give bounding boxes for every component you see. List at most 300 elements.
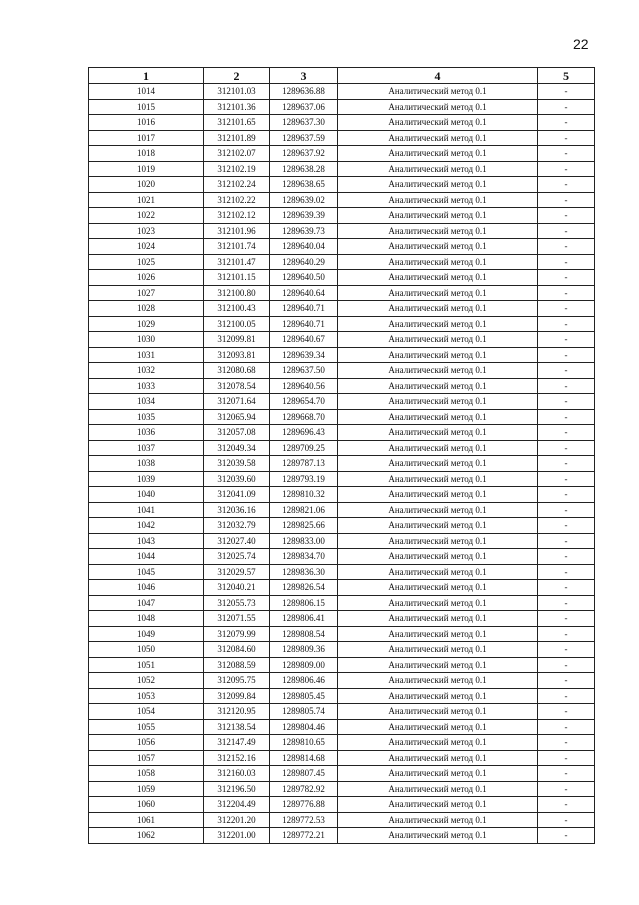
method-cell: Аналитический метод 0.1 xyxy=(338,642,538,658)
y-coordinate-cell: 1289807.45 xyxy=(270,766,338,782)
x-coordinate-cell: 312102.07 xyxy=(204,146,270,162)
table-row xyxy=(89,208,595,224)
point-number-cell: 1014 xyxy=(89,84,204,100)
point-number-cell: 1046 xyxy=(89,580,204,596)
point-number-cell: 1018 xyxy=(89,146,204,162)
note-cell: - xyxy=(538,502,595,518)
method-cell: Аналитический метод 0.1 xyxy=(338,208,538,224)
x-coordinate-cell: 312071.64 xyxy=(204,394,270,410)
table-row xyxy=(89,657,595,673)
point-number-cell: 1035 xyxy=(89,409,204,425)
table-row xyxy=(89,471,595,487)
y-coordinate-cell: 1289808.54 xyxy=(270,626,338,642)
x-coordinate-cell: 312099.84 xyxy=(204,688,270,704)
y-coordinate-cell: 1289834.70 xyxy=(270,549,338,565)
method-cell: Аналитический метод 0.1 xyxy=(338,270,538,286)
x-coordinate-cell: 312041.09 xyxy=(204,487,270,503)
page-number: 22 xyxy=(573,36,589,52)
method-cell: Аналитический метод 0.1 xyxy=(338,115,538,131)
y-coordinate-cell: 1289805.45 xyxy=(270,688,338,704)
y-coordinate-cell: 1289654.70 xyxy=(270,394,338,410)
x-coordinate-cell: 312040.21 xyxy=(204,580,270,596)
x-coordinate-cell: 312120.95 xyxy=(204,704,270,720)
note-cell: - xyxy=(538,595,595,611)
point-number-cell: 1031 xyxy=(89,347,204,363)
note-cell: - xyxy=(538,378,595,394)
x-coordinate-cell: 312036.16 xyxy=(204,502,270,518)
table-row xyxy=(89,812,595,828)
point-number-cell: 1058 xyxy=(89,766,204,782)
y-coordinate-cell: 1289637.30 xyxy=(270,115,338,131)
point-number-cell: 1047 xyxy=(89,595,204,611)
table-row xyxy=(89,580,595,596)
method-cell: Аналитический метод 0.1 xyxy=(338,146,538,162)
x-coordinate-cell: 312160.03 xyxy=(204,766,270,782)
note-cell: - xyxy=(538,564,595,580)
method-cell: Аналитический метод 0.1 xyxy=(338,611,538,627)
table-row xyxy=(89,84,595,100)
method-cell: Аналитический метод 0.1 xyxy=(338,239,538,255)
point-number-cell: 1056 xyxy=(89,735,204,751)
x-coordinate-cell: 312095.75 xyxy=(204,673,270,689)
table-row xyxy=(89,487,595,503)
note-cell: - xyxy=(538,146,595,162)
method-cell: Аналитический метод 0.1 xyxy=(338,781,538,797)
point-number-cell: 1029 xyxy=(89,316,204,332)
method-cell: Аналитический метод 0.1 xyxy=(338,533,538,549)
point-number-cell: 1057 xyxy=(89,750,204,766)
note-cell: - xyxy=(538,425,595,441)
method-cell: Аналитический метод 0.1 xyxy=(338,440,538,456)
x-coordinate-cell: 312027.40 xyxy=(204,533,270,549)
method-cell: Аналитический метод 0.1 xyxy=(338,812,538,828)
x-coordinate-cell: 312101.36 xyxy=(204,99,270,115)
note-cell: - xyxy=(538,750,595,766)
y-coordinate-cell: 1289640.56 xyxy=(270,378,338,394)
method-cell: Аналитический метод 0.1 xyxy=(338,409,538,425)
x-coordinate-cell: 312101.65 xyxy=(204,115,270,131)
x-coordinate-cell: 312079.99 xyxy=(204,626,270,642)
y-coordinate-cell: 1289805.74 xyxy=(270,704,338,720)
note-cell: - xyxy=(538,99,595,115)
table-row xyxy=(89,115,595,131)
note-cell: - xyxy=(538,115,595,131)
table-row xyxy=(89,750,595,766)
note-cell: - xyxy=(538,84,595,100)
x-coordinate-cell: 312101.47 xyxy=(204,254,270,270)
point-number-cell: 1032 xyxy=(89,363,204,379)
x-coordinate-cell: 312101.15 xyxy=(204,270,270,286)
x-coordinate-cell: 312065.94 xyxy=(204,409,270,425)
table-row xyxy=(89,781,595,797)
table-row xyxy=(89,394,595,410)
point-number-cell: 1034 xyxy=(89,394,204,410)
note-cell: - xyxy=(538,657,595,673)
note-cell: - xyxy=(538,192,595,208)
y-coordinate-cell: 1289639.73 xyxy=(270,223,338,239)
point-number-cell: 1061 xyxy=(89,812,204,828)
y-coordinate-cell: 1289640.64 xyxy=(270,285,338,301)
point-number-cell: 1055 xyxy=(89,719,204,735)
point-number-cell: 1033 xyxy=(89,378,204,394)
y-coordinate-cell: 1289804.46 xyxy=(270,719,338,735)
y-coordinate-cell: 1289810.32 xyxy=(270,487,338,503)
note-cell: - xyxy=(538,518,595,534)
table-row xyxy=(89,719,595,735)
column-header: 5 xyxy=(538,68,595,84)
method-cell: Аналитический метод 0.1 xyxy=(338,828,538,844)
y-coordinate-cell: 1289639.34 xyxy=(270,347,338,363)
method-cell: Аналитический метод 0.1 xyxy=(338,425,538,441)
method-cell: Аналитический метод 0.1 xyxy=(338,626,538,642)
point-number-cell: 1062 xyxy=(89,828,204,844)
note-cell: - xyxy=(538,456,595,472)
column-header: 4 xyxy=(338,68,538,84)
table-row xyxy=(89,192,595,208)
x-coordinate-cell: 312100.80 xyxy=(204,285,270,301)
x-coordinate-cell: 312201.20 xyxy=(204,812,270,828)
x-coordinate-cell: 312201.00 xyxy=(204,828,270,844)
table-row xyxy=(89,130,595,146)
method-cell: Аналитический метод 0.1 xyxy=(338,704,538,720)
point-number-cell: 1027 xyxy=(89,285,204,301)
point-number-cell: 1021 xyxy=(89,192,204,208)
x-coordinate-cell: 312039.60 xyxy=(204,471,270,487)
table-row xyxy=(89,704,595,720)
table-row xyxy=(89,347,595,363)
x-coordinate-cell: 312039.58 xyxy=(204,456,270,472)
y-coordinate-cell: 1289640.71 xyxy=(270,316,338,332)
method-cell: Аналитический метод 0.1 xyxy=(338,223,538,239)
x-coordinate-cell: 312101.89 xyxy=(204,130,270,146)
point-number-cell: 1045 xyxy=(89,564,204,580)
point-number-cell: 1017 xyxy=(89,130,204,146)
table-row xyxy=(89,766,595,782)
coordinates-table xyxy=(88,67,595,844)
y-coordinate-cell: 1289814.68 xyxy=(270,750,338,766)
note-cell: - xyxy=(538,332,595,348)
y-coordinate-cell: 1289826.54 xyxy=(270,580,338,596)
note-cell: - xyxy=(538,766,595,782)
table-row xyxy=(89,797,595,813)
x-coordinate-cell: 312057.08 xyxy=(204,425,270,441)
note-cell: - xyxy=(538,130,595,146)
point-number-cell: 1041 xyxy=(89,502,204,518)
method-cell: Аналитический метод 0.1 xyxy=(338,456,538,472)
note-cell: - xyxy=(538,719,595,735)
method-cell: Аналитический метод 0.1 xyxy=(338,766,538,782)
note-cell: - xyxy=(538,812,595,828)
y-coordinate-cell: 1289638.65 xyxy=(270,177,338,193)
y-coordinate-cell: 1289637.50 xyxy=(270,363,338,379)
note-cell: - xyxy=(538,316,595,332)
method-cell: Аналитический метод 0.1 xyxy=(338,595,538,611)
table-row xyxy=(89,285,595,301)
y-coordinate-cell: 1289668.70 xyxy=(270,409,338,425)
x-coordinate-cell: 312071.55 xyxy=(204,611,270,627)
note-cell: - xyxy=(538,781,595,797)
y-coordinate-cell: 1289833.00 xyxy=(270,533,338,549)
y-coordinate-cell: 1289809.00 xyxy=(270,657,338,673)
y-coordinate-cell: 1289640.50 xyxy=(270,270,338,286)
method-cell: Аналитический метод 0.1 xyxy=(338,254,538,270)
table-row xyxy=(89,161,595,177)
point-number-cell: 1051 xyxy=(89,657,204,673)
y-coordinate-cell: 1289782.92 xyxy=(270,781,338,797)
y-coordinate-cell: 1289806.41 xyxy=(270,611,338,627)
y-coordinate-cell: 1289776.88 xyxy=(270,797,338,813)
x-coordinate-cell: 312080.68 xyxy=(204,363,270,379)
y-coordinate-cell: 1289636.88 xyxy=(270,84,338,100)
y-coordinate-cell: 1289809.36 xyxy=(270,642,338,658)
note-cell: - xyxy=(538,471,595,487)
y-coordinate-cell: 1289772.53 xyxy=(270,812,338,828)
method-cell: Аналитический метод 0.1 xyxy=(338,130,538,146)
method-cell: Аналитический метод 0.1 xyxy=(338,285,538,301)
point-number-cell: 1043 xyxy=(89,533,204,549)
x-coordinate-cell: 312093.81 xyxy=(204,347,270,363)
note-cell: - xyxy=(538,580,595,596)
x-coordinate-cell: 312196.50 xyxy=(204,781,270,797)
column-header: 1 xyxy=(89,68,204,84)
x-coordinate-cell: 312025.74 xyxy=(204,549,270,565)
note-cell: - xyxy=(538,487,595,503)
note-cell: - xyxy=(538,611,595,627)
point-number-cell: 1015 xyxy=(89,99,204,115)
table-row xyxy=(89,533,595,549)
y-coordinate-cell: 1289806.15 xyxy=(270,595,338,611)
method-cell: Аналитический метод 0.1 xyxy=(338,301,538,317)
y-coordinate-cell: 1289640.29 xyxy=(270,254,338,270)
table-row xyxy=(89,735,595,751)
table-row xyxy=(89,626,595,642)
method-cell: Аналитический метод 0.1 xyxy=(338,378,538,394)
table-row xyxy=(89,177,595,193)
table-row xyxy=(89,688,595,704)
method-cell: Аналитический метод 0.1 xyxy=(338,471,538,487)
table-header-row xyxy=(89,68,595,84)
point-number-cell: 1025 xyxy=(89,254,204,270)
table-row xyxy=(89,239,595,255)
method-cell: Аналитический метод 0.1 xyxy=(338,688,538,704)
table-row xyxy=(89,316,595,332)
y-coordinate-cell: 1289639.39 xyxy=(270,208,338,224)
note-cell: - xyxy=(538,177,595,193)
table-row xyxy=(89,363,595,379)
table-row xyxy=(89,409,595,425)
column-header: 2 xyxy=(204,68,270,84)
point-number-cell: 1020 xyxy=(89,177,204,193)
point-number-cell: 1036 xyxy=(89,425,204,441)
x-coordinate-cell: 312102.22 xyxy=(204,192,270,208)
x-coordinate-cell: 312101.96 xyxy=(204,223,270,239)
method-cell: Аналитический метод 0.1 xyxy=(338,394,538,410)
y-coordinate-cell: 1289640.67 xyxy=(270,332,338,348)
table-row xyxy=(89,223,595,239)
note-cell: - xyxy=(538,642,595,658)
point-number-cell: 1019 xyxy=(89,161,204,177)
x-coordinate-cell: 312138.54 xyxy=(204,719,270,735)
table-row xyxy=(89,828,595,844)
note-cell: - xyxy=(538,533,595,549)
y-coordinate-cell: 1289637.59 xyxy=(270,130,338,146)
table-row xyxy=(89,270,595,286)
x-coordinate-cell: 312147.49 xyxy=(204,735,270,751)
point-number-cell: 1026 xyxy=(89,270,204,286)
table-row xyxy=(89,332,595,348)
table-row xyxy=(89,146,595,162)
point-number-cell: 1038 xyxy=(89,456,204,472)
point-number-cell: 1050 xyxy=(89,642,204,658)
table-row xyxy=(89,611,595,627)
y-coordinate-cell: 1289825.66 xyxy=(270,518,338,534)
y-coordinate-cell: 1289640.04 xyxy=(270,239,338,255)
method-cell: Аналитический метод 0.1 xyxy=(338,332,538,348)
point-number-cell: 1023 xyxy=(89,223,204,239)
table-row xyxy=(89,595,595,611)
y-coordinate-cell: 1289836.30 xyxy=(270,564,338,580)
note-cell: - xyxy=(538,704,595,720)
y-coordinate-cell: 1289810.65 xyxy=(270,735,338,751)
note-cell: - xyxy=(538,208,595,224)
x-coordinate-cell: 312049.34 xyxy=(204,440,270,456)
table-row xyxy=(89,301,595,317)
point-number-cell: 1042 xyxy=(89,518,204,534)
note-cell: - xyxy=(538,394,595,410)
table-row xyxy=(89,518,595,534)
method-cell: Аналитический метод 0.1 xyxy=(338,347,538,363)
point-number-cell: 1039 xyxy=(89,471,204,487)
method-cell: Аналитический метод 0.1 xyxy=(338,797,538,813)
y-coordinate-cell: 1289640.71 xyxy=(270,301,338,317)
note-cell: - xyxy=(538,161,595,177)
x-coordinate-cell: 312032.79 xyxy=(204,518,270,534)
note-cell: - xyxy=(538,409,595,425)
table-row xyxy=(89,549,595,565)
x-coordinate-cell: 312204.49 xyxy=(204,797,270,813)
y-coordinate-cell: 1289793.19 xyxy=(270,471,338,487)
point-number-cell: 1022 xyxy=(89,208,204,224)
y-coordinate-cell: 1289696.43 xyxy=(270,425,338,441)
method-cell: Аналитический метод 0.1 xyxy=(338,549,538,565)
note-cell: - xyxy=(538,440,595,456)
method-cell: Аналитический метод 0.1 xyxy=(338,177,538,193)
point-number-cell: 1030 xyxy=(89,332,204,348)
y-coordinate-cell: 1289787.13 xyxy=(270,456,338,472)
point-number-cell: 1044 xyxy=(89,549,204,565)
table-row xyxy=(89,254,595,270)
y-coordinate-cell: 1289637.92 xyxy=(270,146,338,162)
y-coordinate-cell: 1289639.02 xyxy=(270,192,338,208)
method-cell: Аналитический метод 0.1 xyxy=(338,673,538,689)
point-number-cell: 1054 xyxy=(89,704,204,720)
table-row xyxy=(89,99,595,115)
point-number-cell: 1052 xyxy=(89,673,204,689)
method-cell: Аналитический метод 0.1 xyxy=(338,316,538,332)
y-coordinate-cell: 1289638.28 xyxy=(270,161,338,177)
x-coordinate-cell: 312055.73 xyxy=(204,595,270,611)
note-cell: - xyxy=(538,828,595,844)
note-cell: - xyxy=(538,363,595,379)
y-coordinate-cell: 1289806.46 xyxy=(270,673,338,689)
note-cell: - xyxy=(538,254,595,270)
method-cell: Аналитический метод 0.1 xyxy=(338,518,538,534)
method-cell: Аналитический метод 0.1 xyxy=(338,84,538,100)
note-cell: - xyxy=(538,797,595,813)
x-coordinate-cell: 312088.59 xyxy=(204,657,270,673)
x-coordinate-cell: 312101.03 xyxy=(204,84,270,100)
point-number-cell: 1016 xyxy=(89,115,204,131)
x-coordinate-cell: 312102.24 xyxy=(204,177,270,193)
note-cell: - xyxy=(538,673,595,689)
table-row xyxy=(89,440,595,456)
point-number-cell: 1049 xyxy=(89,626,204,642)
note-cell: - xyxy=(538,549,595,565)
table-row xyxy=(89,425,595,441)
table-body xyxy=(89,84,595,844)
method-cell: Аналитический метод 0.1 xyxy=(338,161,538,177)
y-coordinate-cell: 1289821.06 xyxy=(270,502,338,518)
y-coordinate-cell: 1289637.06 xyxy=(270,99,338,115)
note-cell: - xyxy=(538,626,595,642)
table-row xyxy=(89,378,595,394)
table-row xyxy=(89,564,595,580)
method-cell: Аналитический метод 0.1 xyxy=(338,502,538,518)
method-cell: Аналитический метод 0.1 xyxy=(338,487,538,503)
note-cell: - xyxy=(538,223,595,239)
note-cell: - xyxy=(538,285,595,301)
point-number-cell: 1060 xyxy=(89,797,204,813)
table-row xyxy=(89,642,595,658)
table-row xyxy=(89,502,595,518)
y-coordinate-cell: 1289709.25 xyxy=(270,440,338,456)
x-coordinate-cell: 312029.57 xyxy=(204,564,270,580)
point-number-cell: 1028 xyxy=(89,301,204,317)
point-number-cell: 1037 xyxy=(89,440,204,456)
note-cell: - xyxy=(538,735,595,751)
point-number-cell: 1059 xyxy=(89,781,204,797)
point-number-cell: 1040 xyxy=(89,487,204,503)
note-cell: - xyxy=(538,270,595,286)
method-cell: Аналитический метод 0.1 xyxy=(338,192,538,208)
method-cell: Аналитический метод 0.1 xyxy=(338,99,538,115)
method-cell: Аналитический метод 0.1 xyxy=(338,750,538,766)
x-coordinate-cell: 312099.81 xyxy=(204,332,270,348)
x-coordinate-cell: 312101.74 xyxy=(204,239,270,255)
x-coordinate-cell: 312100.43 xyxy=(204,301,270,317)
note-cell: - xyxy=(538,301,595,317)
note-cell: - xyxy=(538,347,595,363)
point-number-cell: 1048 xyxy=(89,611,204,627)
method-cell: Аналитический метод 0.1 xyxy=(338,363,538,379)
method-cell: Аналитический метод 0.1 xyxy=(338,564,538,580)
y-coordinate-cell: 1289772.21 xyxy=(270,828,338,844)
point-number-cell: 1024 xyxy=(89,239,204,255)
x-coordinate-cell: 312084.60 xyxy=(204,642,270,658)
note-cell: - xyxy=(538,688,595,704)
table-row xyxy=(89,456,595,472)
point-number-cell: 1053 xyxy=(89,688,204,704)
x-coordinate-cell: 312100.05 xyxy=(204,316,270,332)
table-row xyxy=(89,673,595,689)
x-coordinate-cell: 312078.54 xyxy=(204,378,270,394)
x-coordinate-cell: 312152.16 xyxy=(204,750,270,766)
x-coordinate-cell: 312102.12 xyxy=(204,208,270,224)
column-header: 3 xyxy=(270,68,338,84)
method-cell: Аналитический метод 0.1 xyxy=(338,657,538,673)
x-coordinate-cell: 312102.19 xyxy=(204,161,270,177)
method-cell: Аналитический метод 0.1 xyxy=(338,735,538,751)
